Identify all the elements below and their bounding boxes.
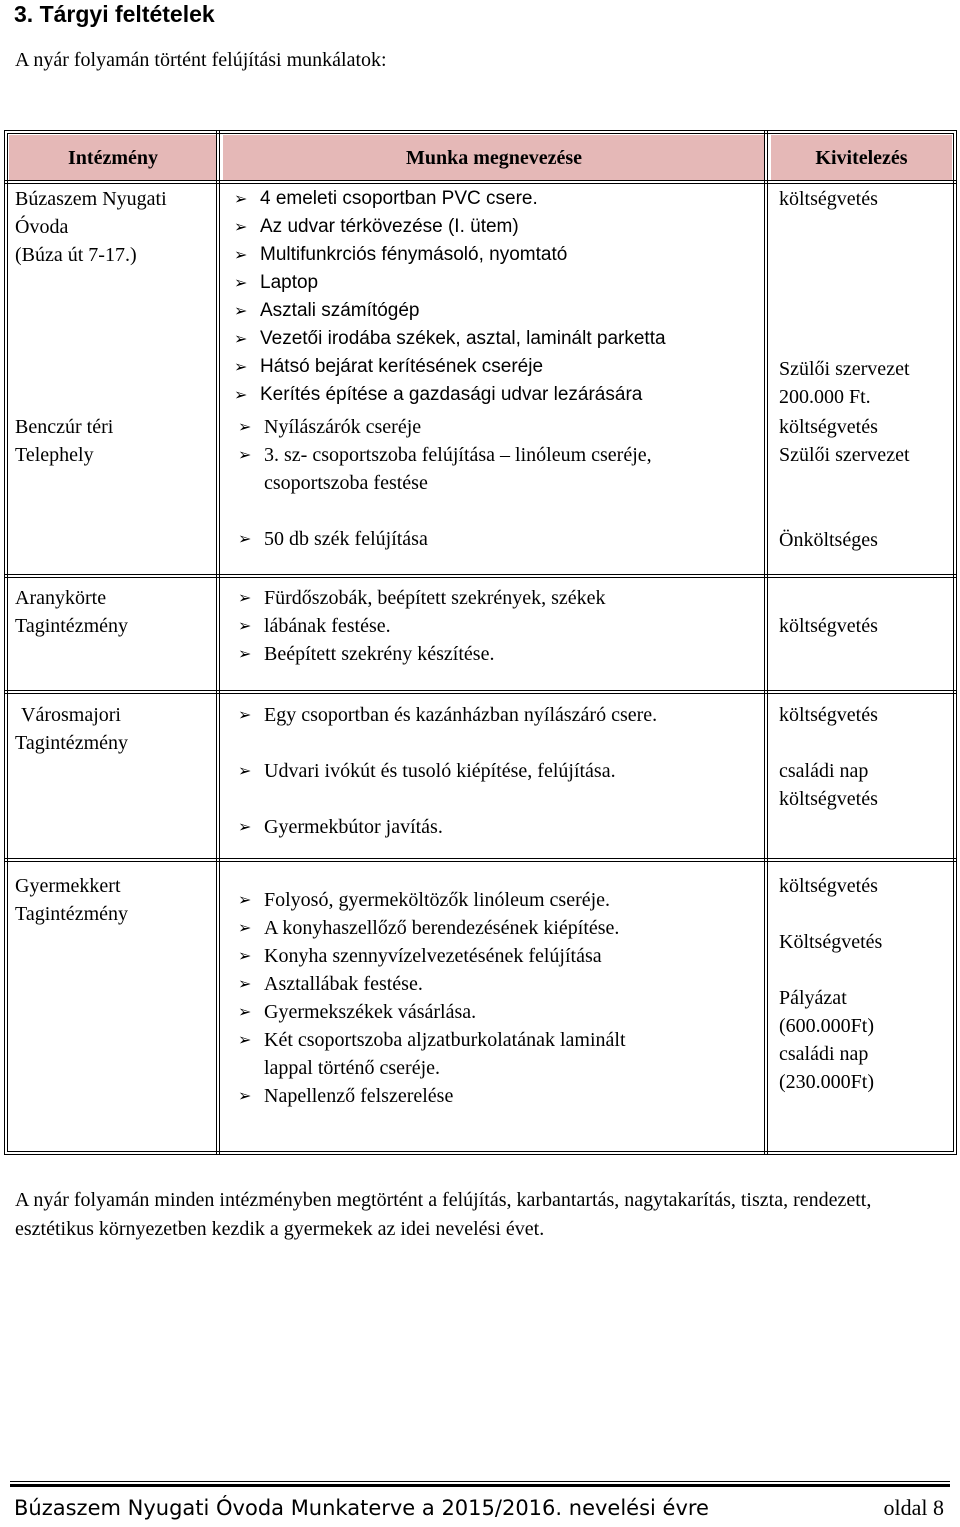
list-item: ➢ A konyhaszellőző berendezésének kiépítése. <box>220 914 626 942</box>
arrow-bullet-icon: ➢ <box>238 946 252 965</box>
list-item: ➢ Nyílászárók cseréje <box>220 413 652 441</box>
footer-document-title: Búzaszem Nyugati Óvoda Munkaterve a 2015/2016. nevelési évre <box>14 1496 709 1520</box>
list-item: ➢ Beépített szekrény készítése. <box>220 640 606 668</box>
row-divider <box>4 858 957 862</box>
footer-page-number: oldal 8 <box>883 1495 944 1520</box>
arrow-bullet-icon: ➢ <box>238 1030 252 1049</box>
work-list-varosmajori <box>220 701 657 841</box>
institution-line: Tagintézmény <box>15 903 128 925</box>
arrow-bullet-icon: ➢ <box>238 890 252 909</box>
arrow-bullet-icon: ➢ <box>238 616 252 635</box>
funding-varosmajori <box>779 701 878 813</box>
institution-line: Városmajori <box>21 704 121 726</box>
arrow-bullet-icon: ➢ <box>234 357 248 376</box>
institution-aranykorte <box>15 584 128 640</box>
institution-line: Tagintézmény <box>15 732 128 754</box>
list-item: ➢ lábának festése. <box>220 612 606 640</box>
row-divider <box>4 690 957 694</box>
list-item: ➢ 3. sz- csoportszoba felújítása – linóleum cseréje, <box>220 441 652 469</box>
renovation-table <box>4 130 957 1155</box>
list-item: ➢ Multifunkrciós fénymásoló, nyomtató <box>220 241 666 269</box>
list-item: ➢ Konyha szennyvízelvezetésének felújítása <box>220 942 626 970</box>
list-item: ➢ Vezetői irodába székek, asztal, laminált parketta <box>220 325 666 353</box>
institution-line: Benczúr téri <box>15 416 114 438</box>
spacer <box>220 497 652 525</box>
section-heading: 3. Tárgyi feltételek <box>14 1 215 27</box>
list-item: ➢ Napellenző felszerelése <box>220 1082 626 1110</box>
arrow-bullet-icon: ➢ <box>234 217 248 236</box>
funding-line: (230.000Ft) <box>779 1071 874 1093</box>
funding-line: költségvetés <box>779 188 878 210</box>
funding-line: Önköltséges <box>779 529 878 551</box>
arrow-bullet-icon: ➢ <box>234 329 248 348</box>
funding-line: költségvetés <box>779 416 878 438</box>
list-item: ➢ Két csoportszoba aljzatburkolatának laminált <box>220 1026 626 1054</box>
funding-line: költségvetés <box>779 704 878 726</box>
institution-varosmajori <box>15 701 128 757</box>
arrow-bullet-icon: ➢ <box>238 817 252 836</box>
arrow-bullet-icon: ➢ <box>238 705 252 724</box>
arrow-bullet-icon: ➢ <box>234 301 248 320</box>
list-item-continuation: csoportszoba festése <box>264 472 428 494</box>
funding-gyermekkert <box>779 872 882 1096</box>
funding-buzaszem-parents <box>779 355 910 411</box>
list-item: ➢ Gyermekbútor javítás. <box>220 813 657 841</box>
list-item-continuation: lappal történő cseréje. <box>264 1057 441 1079</box>
list-item: ➢ Gyermekszékek vásárlása. <box>220 998 626 1026</box>
footer-rule <box>10 1481 950 1487</box>
list-item: ➢ 50 db szék felújítása <box>220 525 652 553</box>
funding-line: költségvetés <box>779 788 878 810</box>
institution-gyermekkert <box>15 872 128 928</box>
arrow-bullet-icon: ➢ <box>234 273 248 292</box>
funding-line: Szülői szervezet <box>779 358 910 380</box>
funding-line: Költségvetés <box>779 931 883 953</box>
arrow-bullet-icon: ➢ <box>238 529 252 548</box>
arrow-bullet-icon: ➢ <box>238 918 252 937</box>
header-institution: Intézmény <box>68 147 158 169</box>
institution-line: Aranykörte <box>15 587 107 609</box>
list-item: ➢ Folyosó, gyermeköltözők linóleum cseréje. <box>220 886 626 914</box>
arrow-bullet-icon: ➢ <box>238 1086 252 1105</box>
institution-benczur <box>15 413 113 469</box>
funding-line: költségvetés <box>779 615 878 637</box>
arrow-bullet-icon: ➢ <box>238 1002 252 1021</box>
funding-line: Szülői szervezet <box>779 444 910 466</box>
arrow-bullet-icon: ➢ <box>238 761 252 780</box>
institution-line: (Búza út 7-17.) <box>15 244 137 266</box>
arrow-bullet-icon: ➢ <box>238 417 252 436</box>
intro-text: A nyár folyamán történt felújítási munkálatok: <box>15 49 387 71</box>
header-work: Munka megnevezése <box>405 147 583 169</box>
funding-line: családi nap <box>779 1043 869 1065</box>
closing-paragraph: A nyár folyamán minden intézményben megtörtént a felújítás, karbantartás, nagytakarítás, tiszta, rendezett, esztétikus környezetben kezdik a gyermekek az idei nevelési évet. <box>15 1189 872 1240</box>
row-divider <box>4 574 957 578</box>
institution-line: Búzaszem Nyugati <box>15 188 167 210</box>
institution-buzaszem <box>15 185 167 269</box>
header-execution: Kivitelezés <box>815 147 908 169</box>
work-list-gyermekkert <box>220 886 626 1110</box>
arrow-bullet-icon: ➢ <box>238 644 252 663</box>
institution-line: Tagintézmény <box>15 615 128 637</box>
list-item: ➢ Egy csoportban és kazánházban nyílászáró csere. <box>220 701 657 729</box>
list-item: ➢ Asztali számítógép <box>220 297 666 325</box>
funding-line: 200.000 Ft. <box>779 386 871 408</box>
list-item: ➢ Asztallábak festése. <box>220 970 626 998</box>
list-item: ➢ Hátsó bejárat kerítésének cseréje <box>220 353 666 381</box>
funding-line: családi nap <box>779 760 869 782</box>
list-item: ➢ Az udvar térkövezése (I. ütem) <box>220 213 666 241</box>
arrow-bullet-icon: ➢ <box>234 245 248 264</box>
arrow-bullet-icon: ➢ <box>234 385 248 404</box>
funding-aranykorte <box>779 612 878 640</box>
row-divider <box>4 180 957 184</box>
work-list-aranykorte <box>220 584 606 668</box>
arrow-bullet-icon: ➢ <box>234 189 248 208</box>
arrow-bullet-icon: ➢ <box>238 445 252 464</box>
list-item: ➢ Fürdőszobák, beépített szekrények, székek <box>220 584 606 612</box>
list-item: ➢ Laptop <box>220 269 666 297</box>
institution-line: Gyermekkert <box>15 875 121 897</box>
funding-line: Pályázat <box>779 987 847 1009</box>
arrow-bullet-icon: ➢ <box>238 974 252 993</box>
list-item: ➢ Kerítés építése a gazdasági udvar lezárására <box>220 381 666 409</box>
funding-benczur-extra <box>779 526 878 554</box>
list-item: ➢ 4 emeleti csoportban PVC csere. <box>220 185 666 213</box>
funding-buzaszem <box>779 185 878 213</box>
funding-line: (600.000Ft) <box>779 1015 874 1037</box>
column-divider <box>764 130 768 1155</box>
institution-line: Óvoda <box>15 216 69 238</box>
arrow-bullet-icon: ➢ <box>238 588 252 607</box>
funding-line: költségvetés <box>779 875 878 897</box>
funding-benczur <box>779 413 910 469</box>
work-list-buzaszem <box>220 185 666 409</box>
work-list-benczur <box>220 413 652 553</box>
institution-line: Telephely <box>15 444 94 466</box>
list-item: ➢ Udvari ivókút és tusoló kiépítése, felújítása. <box>220 757 657 785</box>
